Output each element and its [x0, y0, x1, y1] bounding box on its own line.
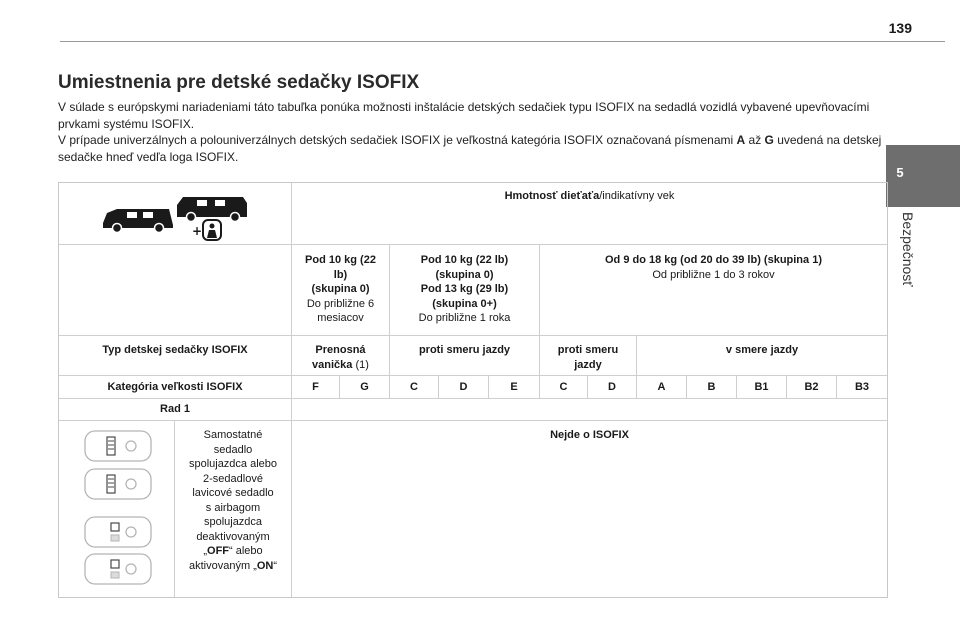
van-icon: [97, 195, 257, 241]
size-class-cell: G: [360, 381, 369, 393]
group-0-carrycot-header: Pod 10 kg (22 lb) (skupina 0) Do približne 6 mesiacov: [305, 254, 376, 324]
size-class-cell: B: [707, 381, 716, 393]
intro-paragraph-1: V súlade s európskymi nariadeniami táto tabuľka ponúka možnosti inštalácie detských sedačiek typu ISOFIX na sedadlá vozidlá vybavené upevňovacími prvkami systému ISOFIX.: [58, 100, 870, 131]
size-class-cell: C: [410, 381, 418, 393]
group-1-header: Od 9 do 18 kg (od 20 do 39 lb) (skupina 1) Od približne 1 do 3 rokov: [605, 254, 822, 281]
header-rule: [60, 41, 945, 42]
carrycot-cell: Prenosná vanička (1): [312, 344, 369, 371]
seat-type-label: Typ detskej sedačky ISOFIX: [102, 344, 248, 356]
size-class-label: Kategória veľkosti ISOFIX: [107, 381, 243, 393]
intro-text: [58, 99, 888, 165]
weight-header: Hmotnosť dieťaťa/indikatívny vek: [504, 190, 675, 202]
svg-text:+: +: [192, 224, 203, 238]
page-number: 139: [888, 20, 912, 36]
seat-isofix-value: Nejde o ISOFIX: [550, 429, 629, 441]
size-class-cell: A: [657, 381, 666, 393]
chapter-tab: [886, 145, 960, 207]
passenger-seat-description: Samostatné sedadlo spolujazdca alebo 2-sedadlové lavicové sedadlo s airbagom spolujazdca deaktivovaným „OFF“ alebo aktivovaným „ON“: [188, 429, 278, 572]
size-class-cell: F: [312, 381, 319, 393]
vehicle-icons: [97, 195, 257, 241]
size-class-cell: B3: [854, 381, 870, 393]
chapter-label: Bezpečnosť: [900, 212, 916, 287]
forward-facing-cell: v smere jazdy: [725, 344, 799, 356]
size-class-cell: E: [510, 381, 518, 393]
page-title: Umiestnenia pre detské sedačky ISOFIX: [58, 72, 420, 93]
size-class-cell: B2: [804, 381, 819, 393]
group-0plus-header: Pod 10 kg (22 lb) (skupina 0) Pod 13 kg (29 lb) (skupina 0+) Do približne 1 roka: [418, 254, 511, 324]
size-class-cell: D: [608, 381, 616, 393]
size-class-cell: D: [459, 381, 468, 393]
seat-diagrams: [81, 429, 159, 589]
size-class-cell: B1: [754, 381, 769, 393]
chapter-number: 5: [896, 165, 904, 180]
rear-facing-cell-2: proti smeru jazdy: [557, 344, 619, 371]
intro-paragraph-2: V prípade univerzálnych a polouniverzálnych detských sedačiek ISOFIX je veľkostná kategória ISOFIX označovaná písmenami A až G uvedená na detskej sedačke hneď vedľa loga ISOFIX.: [58, 133, 882, 164]
isofix-table: [58, 182, 888, 598]
rear-facing-cell-1: proti smeru jazdy: [418, 344, 511, 356]
size-class-cell: C: [559, 381, 568, 393]
row-1-label: Rad 1: [160, 403, 190, 415]
seat-diagram-icon: [81, 429, 159, 589]
